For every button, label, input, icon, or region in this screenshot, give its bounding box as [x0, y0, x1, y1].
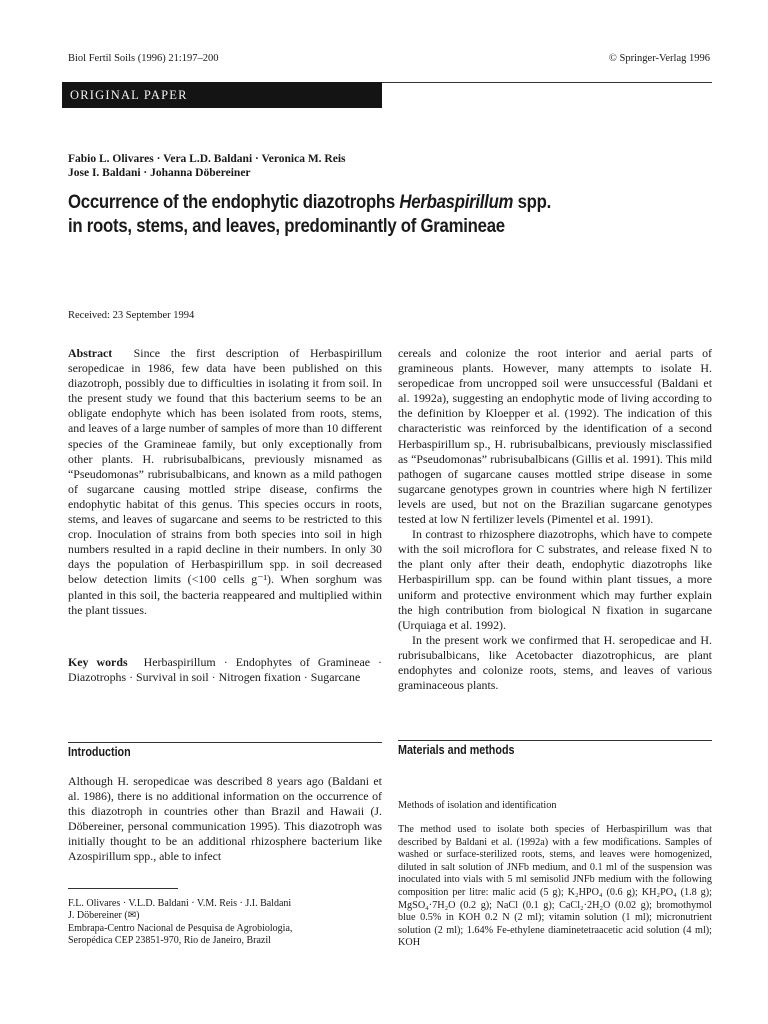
received-date: Received: 23 September 1994: [68, 310, 195, 321]
methods-paragraph: [398, 824, 712, 950]
intro-paragraph-3: In the present work we confirmed that H. seropedicae and H. rubrisubalbicans, like Acetobacter diazotrophicus, are plant endophytes and colonize roots, stems, and leaves of various graminaceous plants.: [398, 632, 712, 693]
keywords-label: Key words: [68, 655, 128, 669]
methods-text: The method used to isolate both species of Herbaspirillum was that described by Baldani et al. (1992a) with a few modifications. Samples of washed or surface-sterilized roots, stems, and leaves were homogenized, diluted in salt solution of JNFb medium, and 0.1 ml of the suspension was inoculated into vials with 5 ml semisolid JNFb medium with the following composition per litre: malic acid (5 g); K₂HPO₄ (0.6 g); KH₂PO₄ (1.8 g); MgSO₄·7H₂O (0.2 g); NaCl (0.1 g); CaCl₂·2H₂O (0.02 g); bromothymol blue 0.5% in KOH 0.2 N (2 ml); vitamin solution (1 ml); micronutrient solution (2 ml); 1.64% Fe-ethylene diaminetetraacetic acid solution (4 ml); KOH: [398, 824, 712, 949]
author-line-1: Fabio L. Olivares · Vera L.D. Baldani · Veronica M. Reis: [68, 153, 346, 165]
journal-citation: Biol Fertil Soils (1996) 21:197–200: [68, 53, 219, 64]
title-genus: Herbaspirillum: [399, 191, 514, 213]
introduction-text: Although H. seropedicae was described 8 years ago (Baldani et al. 1986), there is no additional information on the occurrence of this diazotroph in countries other than Brazil and Hawaii (J. Döbereiner, personal communication 1995). This diazotroph was initially thought to be an additional rhizosphere bacterium like Azospirillum spp., able to infect: [68, 774, 382, 864]
keywords-block: [68, 655, 382, 685]
affiliation-line-4: Seropédica CEP 23851-970, Rio de Janeiro, Brazil: [68, 935, 271, 947]
copyright-notice: © Springer-Verlag 1996: [608, 53, 710, 64]
header-rule: [382, 82, 712, 83]
author-list: [68, 152, 346, 180]
methods-rule: [398, 740, 712, 741]
introduction-heading: Introduction: [68, 745, 131, 759]
methods-subheading: Methods of isolation and identification: [398, 800, 557, 811]
affiliation-line-2: J. Döbereiner (✉): [68, 910, 140, 922]
introduction-paragraph: [68, 774, 382, 865]
title-part-1: Occurrence of the endophytic diazotrophs: [68, 191, 400, 213]
abstract-label: Abstract: [68, 346, 113, 360]
abstract-text: Since the first description of Herbaspirillum seropedicae in 1986, few data have been published on this diazotroph, possibly due to difficulties in isolating it from soil. In the present study we found that this bacterium seems to be an obligate endophyte which has been isolated from roots, stems, and leaves of a large number of samples of more than 10 different species of the Gramineae family, but only exceptionally from other plants. H. rubrisubalbicans, previously misnamed as “Pseudomonas” rubrisubalbicans, and known as a mild pathogen of sugarcane causing mottled stripe disease, confirms the endophytic habitat of this genus. This species occurs in roots, stems, and leaves of sugarcane and seems to be restricted to this crop. Inoculation of strains from both species into soil in high numbers resulted in a rapid decline in their numbers. In only 30 days the population of Herbaspirillum spp. in soil decreased below detection limits (<100 cells g⁻¹). When sorghum was planted in this soil, the bacteria reappeared and multiplied within the plant tissues.: [68, 346, 382, 617]
article-title: [68, 190, 618, 238]
author-line-2: Jose I. Baldani · Johanna Döbereiner: [68, 167, 251, 179]
title-line-2: in roots, stems, and leaves, predominantly of Gramineae: [68, 215, 505, 237]
affiliation-line-1: F.L. Olivares · V.L.D. Baldani · V.M. Reis · J.I. Baldani: [68, 898, 292, 909]
introduction-rule: [68, 742, 382, 743]
footnote-rule: [68, 888, 178, 889]
methods-heading: Materials and methods: [398, 743, 515, 757]
keywords-text: Herbaspirillum · Endophytes of Gramineae · Diazotrophs · Survival in soil · Nitrogen fixation · Sugarcane: [68, 655, 382, 685]
intro-paragraph-2: In contrast to rhizosphere diazotrophs, which have to compete with the soil microflora for C substrates, and release fixed N to the plant only after their death, endophytic diazotrophs like Herbaspirillum spp. can be found within plant tissues, a more uniform and protective environment which may further explain the high contribution from biological N fixation in sugarcane (Urquiaga et al. 1992).: [398, 527, 712, 632]
article-type-banner: ORIGINAL PAPER: [62, 82, 382, 108]
author-affiliation: [68, 898, 382, 948]
title-part-2: spp.: [513, 191, 552, 213]
intro-paragraph-1: cereals and colonize the root interior and aerial parts of gramineous plants. However, many attempts to isolate H. seropedicae from uncropped soil were unsuccessful (Baldani et al. 1992a), suggesting an endophytic mode of living according to the definition by Kloepper et al. (1992). The indication of this characteristic was reinforced by the identification of a second Herbaspirillum sp., H. rubrisubalbicans, previously misclassified as “Pseudomonas” rubrisubalbicans (Gillis et al. 1991). This mild pathogen of sugarcane causes mottled stripe disease in some sugarcane genotypes grown in countries where high N fertilizer levels are used, but not on the Brazilian sugarcane genotypes tested at low N fertilizer levels (Pimentel et al. 1991).: [398, 346, 712, 527]
affiliation-line-3: Embrapa-Centro Nacional de Pesquisa de Agrobiologia,: [68, 922, 293, 934]
abstract-block: [68, 346, 382, 618]
intro-continued: [398, 346, 712, 693]
